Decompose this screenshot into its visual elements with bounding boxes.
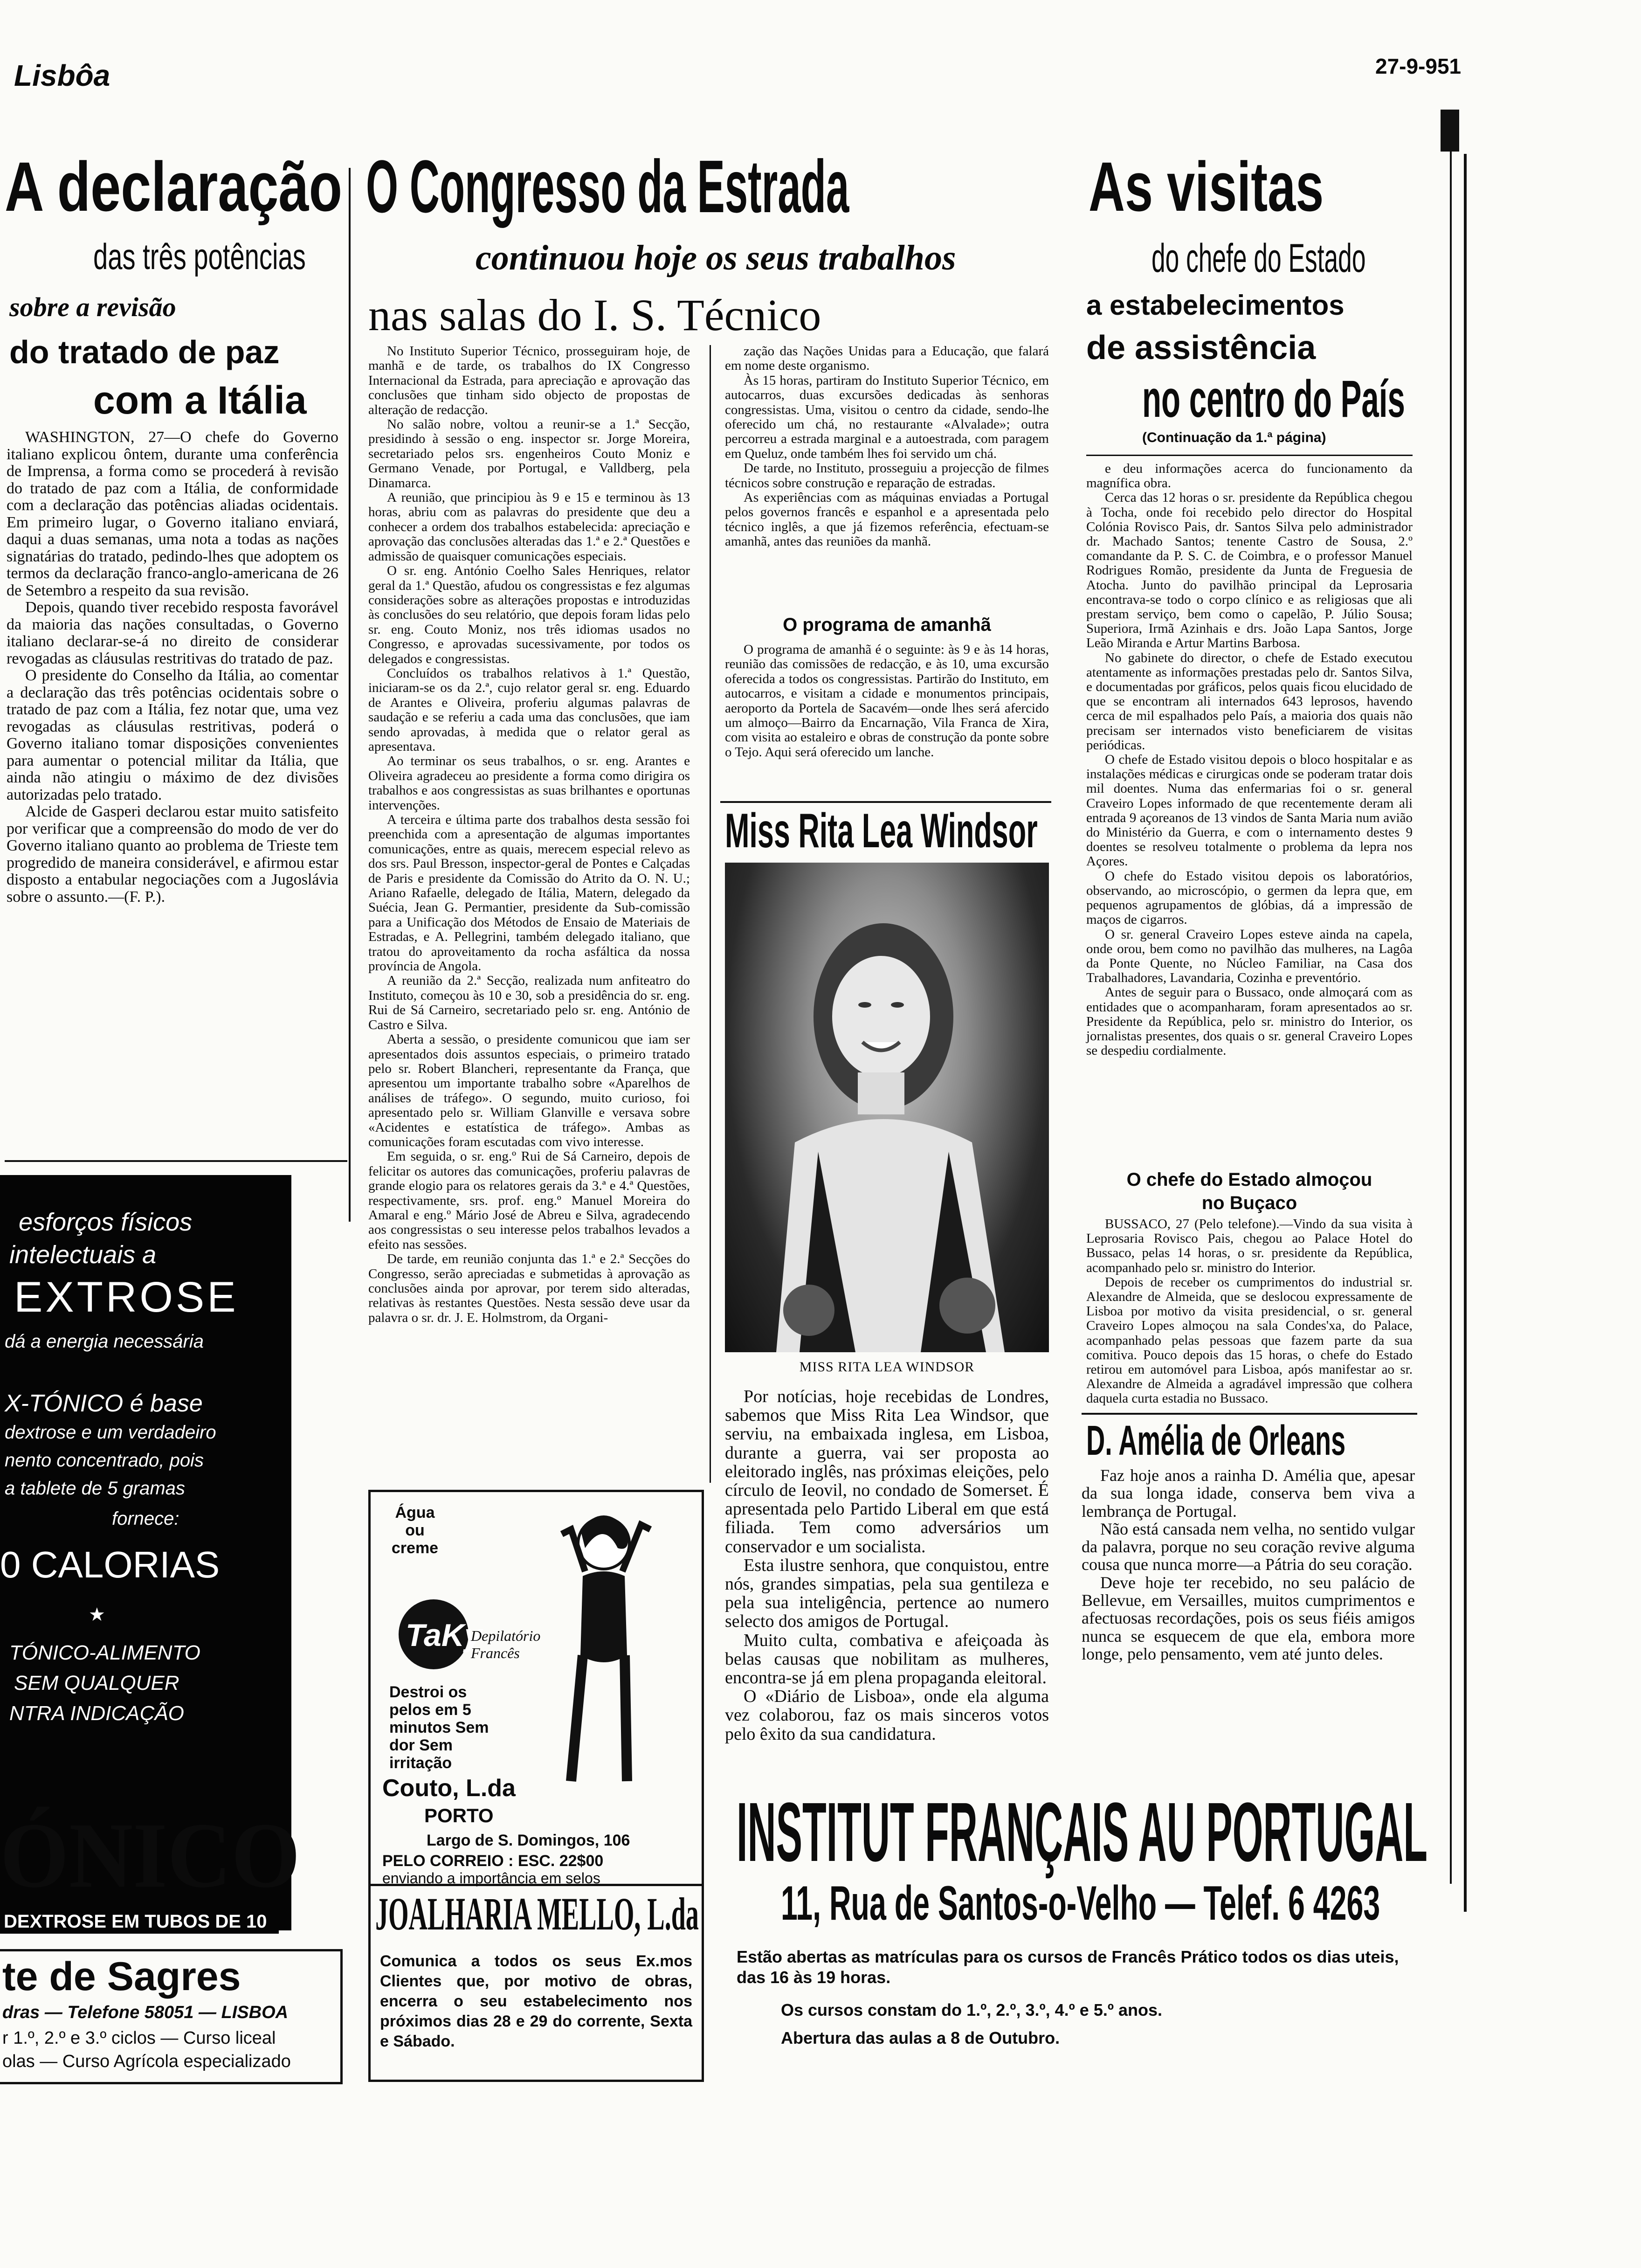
column-rule [349,168,351,1222]
taky-seller: Couto, L.da [382,1775,516,1802]
institut-title: INSTITUT FRANÇAIS AU PORTUGAL [737,1785,1427,1879]
masthead-date: 27-9-951 [1375,54,1462,78]
sagres-title: te de Sagres [2,1954,241,1999]
left-subhead: do tratado de paz [9,334,280,370]
taky-mail: PELO CORREIO : ESC. 22$00 [382,1852,604,1870]
amelia-headline: D. Amélia de Orleans [1086,1418,1346,1464]
paragraph: De tarde, em reunião conjunta das 1.ª e 2.ª Secções do Congresso, serão apreciadas e submetidas à aprovação as conclusões ainda por aprovar, por terem sido alteradas, relativas às restantes Questões. Nesta sessão deve usar da palavra o sr. dr. J. E. Holmstrom, da Organi- [368,1252,690,1325]
taky-depil: Depilatório Francês [471,1627,541,1661]
paragraph: Depois, quando tiver recebido resposta favorável da maioria das nações consultadas, o Governo italiano declarar-se-á no direito de considerar revogadas as cláusulas restritivas do tratado de paz. [7,599,338,667]
ad-line: a tablete de 5 gramas [5,1478,185,1499]
ad-line: TÓNICO-ALIMENTO [9,1641,200,1664]
paragraph: O sr. general Craveiro Lopes esteve ainda na capela, onde orou, bem como no pavilhão das mulheres, na Lagôa da Ponte Quente, no Núcleo Familiar, na Casa dos Trabalhadores, Lavandaria, Cozinha e preventório. [1086,927,1413,986]
institut-address: 11, Rua de Santos-o-Velho — Telef. 6 4263 [781,1876,1380,1930]
divider [5,1160,347,1162]
mello-title: JOALHARIA MELLO, L.da [375,1888,699,1940]
woman-figure-illustration [534,1501,664,1791]
center-headline: O Congresso da Estrada [366,145,849,228]
almoco-title: no Buçaco [1201,1193,1297,1213]
portrait-illustration [725,863,1049,1352]
paragraph: O presidente do Conselho da Itália, ao comentar a declaração das três potências ocidentais sobre o tratado de paz com a Itália, fez notar que, uma vez revogadas as cláusulas restritivas, poderá o Governo italiano tomar disposições convenientes para aumentar o potencial militar da Itália, que ainda não atingiu o máximo de dez divisões autorizadas pelo tratado. [7,667,338,803]
star-icon: ★ [89,1604,105,1625]
ad-calorias: 0 CALORIAS [0,1544,220,1585]
paragraph: Antes de seguir para o Bussaco, onde almoçará com as entidades que o acompanharam, foram apresentados ao sr. Presidente da República, pelo sr. ministro do Interior, os jornalistas presentes, dos quais o sr. general Craveiro Lopes se despediu cordialmente. [1086,985,1413,1058]
paragraph: A reunião da 2.ª Secção, realizada num anfiteatro do Instituto, começou às 10 e 30, sob a presidência do sr. eng. Rui de Sá Carneiro, secretariado pelo sr. eng. António de Castro e Silva. [368,973,690,1032]
sagres-line: dras — Telefone 58051 — LISBOA [2,2003,289,2022]
column-rule [710,345,711,1483]
divider [1086,455,1413,456]
column-rule [1464,154,1467,1912]
paragraph: A terceira e última parte dos trabalhos desta sessão foi preenchida com a apresentação de algumas importantes comunicações, entre as quais, merecem especial relevo as dos srs. Paul Bresson, inspector-geral de Pontes e Calçadas de Paris e presidente da Comissão do Atrito da O. N. U.; Ariano Rafaelle, delegado de Itália, Matern, delegado da Suécia, Jean G. Permantier, presidente da Sub-comissão para a Unificação dos Métodos de Ensaio de Materiais de Estradas, e A. Pellegrini, também delegado italiano, que tratou do aproveitamento da rocha asfáltica da nossa província de Angola. [368,812,690,974]
visitas-subhead: do chefe do Estado [1151,236,1366,281]
paragraph: e deu informações acerca do funcionamento da magnífica obra. [1086,461,1413,491]
masthead-paper: Lisbôa [14,59,110,92]
sagres-line: olas — Curso Agrícola especializado [2,2052,291,2071]
institut-ad [725,1781,1427,2070]
paragraph: O sr. eng. António Coelho Sales Henriques, relator geral da 1.ª Questão, afudou os congressistas e fez algumas considerações sobre as alterações propostas e introduzidas às conclusões do seu relatório, que depois foram lidas pelo sr. eng. Couto Moniz, nos três idiomas usados no Congresso, e aprovadas sucessivamente, por todos os delegados e congressistas. [368,563,690,666]
institut-line: Abertura das aulas a 8 de Outubro. [781,2028,1060,2047]
left-headline: A declaração [5,147,343,226]
paragraph: Faz hoje anos a rainha D. Amélia que, apesar da sua longa idade, conserva bem viva a lembrança de Portugal. [1082,1466,1415,1521]
edge-mark [1441,110,1459,152]
paragraph: Aberta a sessão, o presidente comunicou que iam ser apresentados dois assuntos especiais, o primeiro tratado pelo sr. Robert Blancheri, representante da França, que apresentou um importante trabalho sobre «Aparelhos de análises de tráfego». O segundo, muito curioso, foi apresentado pelo sr. William Glanville e versava sobre «Acidentes e estatística de tráfego». Ambas as comunicações foram escutadas com vivo interesse. [368,1032,690,1149]
left-article [7,429,338,906]
windsor-photo [725,863,1049,1352]
paragraph: O chefe do Estado visitou depois os laboratórios, observando, ao microscópio, o germen da lepra que, em pequenos agrupamentos de glóbias, dá a impressão de maços de cigarros. [1086,868,1413,927]
paragraph: Depois de receber os cumprimentos do industrial sr. Alexandre de Almeida, que se deslocou expressamente de Lisboa por motivo da visita presidencial, o sr. general Craveiro Lopes almoçou na sala Condes'xa, do Palace, acompanhado pelas pessoas que fazem parte da sua comitiva. Pouco depois das 15 horas, o chefe do Estado retirou em automóvel para Lisboa, após manifestar ao sr. Alexandre de Almeida a agradável impressão que colhera daquela curta estadia no Bussaco. [1086,1274,1413,1406]
taky-mail2: enviando a importância em selos [382,1870,600,1887]
paragraph: Ao terminar os seus trabalhos, o sr. eng. Arantes e Oliveira agradeceu ao presidente a forma como dirigira os trabalhos e aos congressistas as suas brilhantes e oportunas intervenções. [368,754,690,813]
paragraph: O «Diário de Lisboa», onde ela alguma vez colaborou, faz os mais sinceros votos pelo êxito da sua candidatura. [725,1687,1049,1744]
extrose-big: ÓNICO [0,1804,300,1907]
institut-line: Estão abertas as matrículas para os cursos de Francês Prático todos os dias uteis, das 16 às 19 horas. [737,1947,1399,1987]
taky-city: PORTO [424,1805,494,1826]
divider [1082,1413,1417,1415]
almoco-article [1086,1217,1413,1406]
windsor-article [725,1387,1049,1743]
paragraph: Às 15 horas, partiram do Instituto Superior Técnico, em autocarros, duas excursões dedicadas às senhoras congressistas. Uma, visitou o centro da cidade, sendo-lhe oferecido um chá, no restaurante «Alvalade»; outra percorreu a estrada marginal e a autoestrada, com paragem em Queluz, onde também lhes foi servido um chá. [725,373,1049,461]
taky-agua: Água ou creme [391,1504,439,1557]
taky-address: Largo de S. Domingos, 106 [427,1832,630,1849]
left-subhead: sobre a revisão [9,292,176,322]
windsor-caption: MISS RITA LEA WINDSOR [799,1359,975,1375]
paragraph: O programa de amanhã é o seguinte: às 9 e às 14 horas, reunião das comissões de redacção, e às 10, uma excursão oferecida a todos os congressistas. Partirão do Instituto, em autocarros, e visitam a cidade e monumentos principais, aeroporto da Portela de Sacavém—onde lhes será afercido um almoço—Bairro da Encarnação, Vila Franca de Xira, com visita ao estaleiro e obras de construção da ponte sobre o Tejo. Aqui será oferecido um lanche. [725,642,1049,760]
extrose-footer: DEXTROSE EM TUBOS DE 10 [0,1909,279,1934]
center-subhead: continuou hoje os seus trabalhos [476,238,956,277]
ad-line: esforços físicos [19,1208,193,1236]
paragraph: Esta ilustre senhora, que conquistou, entre nós, grandes simpatias, pela sua gentileza e pela sua inteligência, pertence ao numero selecto dos amigos de Portugal. [725,1555,1049,1632]
programa-title: O programa de amanhã [783,615,991,635]
visitas-cont: (Continuação da 1.ª página) [1142,430,1326,445]
amelia-article [1082,1466,1415,1663]
taky-ad [368,1490,704,1886]
visitas-subhead: no centro do País [1142,370,1405,428]
paragraph: De tarde, no Instituto, prosseguiu a projecção de filmes técnicos sobre construção e reparação de estradas. [725,461,1049,491]
ad-line: dextrose e um verdadeiro [5,1422,216,1443]
left-subhead: com a Itália [93,378,307,422]
paragraph: Em seguida, o sr. eng.º Rui de Sá Carneiro, depois de felicitar os autores das comunicações, proferiu palavras de grande elogio para os relatores gerais da 3.ª e 4.ª Questões, respectivamente, srs. prof. eng.º Manuel Moreira do Amaral e eng.º Mário José de Abreu e Silva, agradecendo aos congressistas o seu interesse pelos trabalhos levados a efeito nas sessões. [368,1149,690,1252]
center-subhead: nas salas do I. S. Técnico [368,290,821,340]
institut-line: Os cursos constam do 1.º, 2.º, 3.º, 4.º e 5.º anos. [781,2000,1163,2019]
taky-brand: TaKy [406,1618,482,1653]
sagres-ad [0,1949,343,2084]
ad-line: NTRA INDICAÇÃO [9,1702,184,1725]
visitas-headline: As visitas [1089,147,1324,226]
programa-text [725,643,1049,760]
paragraph: O chefe de Estado visitou depois o bloco hospitalar e as instalações médicas e cirurgicas onde se poderam tratar dois mil doentes. Numa das enfermarias foi o sr. general Craveiro Lopes informado de que recentemente deram ali entrada 9 açoreanos de 13 vindos de Santa Maria num avião do Ministério da Guerra, e com o internamento destes 9 doentes se resolveu totalmente o problema da lepra nos Açores. [1086,752,1413,869]
congresso-col2 [725,344,1049,549]
paragraph: zação das Nações Unidas para a Educação, que falará em nome deste organismo. [725,344,1049,373]
paragraph: Deve hoje ter recebido, no seu palácio de Bellevue, em Versailles, muitos cumprimentos e afectuosas recordações, pois os seus fiéis amigos nunca se esquecem de que ela, embora more longe, pelo pensamento, vem até junto deles. [1082,1573,1415,1663]
taky-claim: Destroi os pelos em 5 minutos Sem dor Sem irritação [389,1683,489,1772]
paragraph: No salão nobre, voltou a reunir-se a 1.ª Secção, presidindo à sessão o eng. inspector sr. Jorge Moreira, secretariado pelos srs. engenheiros Couto Moniz e Germano Venade, por Portugal, e Valldberg, pela Dinamarca. [368,417,690,491]
paragraph: Concluídos os trabalhos relativos à 1.ª Questão, iniciaram-se os da 2.ª, cujo relator geral sr. eng. Eduardo de Arantes e Oliveira, proferiu algumas palavras de saudação e se referiu a cada uma das conclusões, que iam sendo aprovadas, à medida que o relator geral as apresentava. [368,665,690,754]
paragraph: BUSSACO, 27 (Pelo telefone).—Vindo da sua visita à Leprosaria Rovisco Pais, chegou ao Palace Hotel do Bussaco, pelas 14 horas, o sr. presidente da República, acompanhado pelo sr. ministro do Interior. [1086,1217,1413,1275]
divider [720,801,1051,803]
visitas-article [1086,462,1413,1058]
ad-line: SEM QUALQUER [14,1672,179,1694]
almoco-title: O chefe do Estado almoçou [1126,1169,1372,1190]
paragraph: Muito culta, combativa e afeiçoada às belas causas que nobilitam as mulheres, encontra-se já em plena propaganda eleitoral. [725,1630,1049,1688]
paragraph: Alcide de Gasperi declarou estar muito satisfeito por verificar que a compreensão do modo de ver do Governo italiano quanto ao problema de Trieste tem progredido de maneira considerável, e afirmou estar disposto a entabular negociações com a Jugoslávia sobre o assunto.—(F. P.). [7,803,338,906]
paragraph: Cerca das 12 horas o sr. presidente da República chegou à Tocha, onde foi recebido pelo director do Hospital Colónia Rovisco Pais, dr. Santos Silva pelo administrador dr. Machado Santos; tenente Castro de Sousa, 2.º comandante da P. S. C. de Coimbra, e o professor Manuel Rodrigues Romão, presidente da Junta de Freguesia de Atocha. Junto do pavilhão principal da Leprosaria encontrava-se todo o corpo clínico e as religiosas que ali prestam serviço, bem como o capelão, P. Júlio Sousa; Superiora, Irmã Azinhais e drs. João Lapa Santos, Jorge Leão Miranda e Artur Martins Barbosa. [1086,490,1413,651]
ad-line: intelectuais a [9,1241,157,1269]
congresso-col1 [368,344,690,1325]
ad-line: X-TÓNICO é base [5,1390,203,1417]
ad-brand: EXTROSE [14,1273,239,1321]
sagres-line: r 1.º, 2.º e 3.º ciclos — Curso liceal [2,2028,276,2048]
visitas-subhead: de assistência [1086,329,1316,366]
paragraph: WASHINGTON, 27—O chefe do Governo italiano explicou ôntem, durante uma conferência de Imprensa, a forma como se procederá à revisão do tratado de paz com a Itália, de conformidade com a declaração das potências aliadas ocidentais. Em primeiro lugar, o Governo italiano enviará, daqui a duas semanas, uma nota a todas as nações signatárias do tratado, pedindo-lhes que adoptem os termos da declaração franco-anglo-americana de 26 de Setembro a respeito da sua revisão. [7,429,338,599]
left-subhead: das três potências [93,236,306,277]
paragraph: No gabinete do director, o chefe de Estado executou atentamente as informações prestadas pelo dr. Santos Silva, e documentadas por gráficos, pelos quais ficou elucidado de que se encontram ali internados 643 leprosos, havendo cerca de mil espalhados pelo País, a maioria dos quais não precisam ser internados visto beneficiarem de visitas periódicas. [1086,650,1413,753]
paragraph: Não está cansada nem velha, no sentido vulgar da palavra, porque no seu coração revive alguma cousa que nunca morre—a Pátria do seu coração. [1082,1519,1415,1574]
paragraph: Por notícias, hoje recebidas de Londres, sabemos que Miss Rita Lea Windsor, que serviu, na embaixada inglesa, em Lisboa, durante a guerra, vai ser proposta ao eleitorado inglês, nas próximas eleições, pelo círculo de Ieovil, no condado de Somerset. É apresentada pelo Partido Liberal em que está filiada. Tem como adversários um conservador e um socialista. [725,1387,1049,1556]
paragraph: No Instituto Superior Técnico, prosseguiram hoje, de manhã e de tarde, os trabalhos do IX Congresso Internacional da Estrada, para apreciação e aprovação das conclusões que tinham sido objecto de propostas de alteração de redacção. [368,344,690,417]
ad-line: dá a energia necessária [5,1331,204,1352]
windsor-headline: Miss Rita Lea Windsor [725,804,1038,858]
ad-line: nento concentrado, pois [5,1450,204,1471]
column-rule [1450,121,1452,1884]
paragraph: A reunião, que principiou às 9 e 15 e terminou às 13 horas, abriu com as palavras do presidente que deu a conhecer a ordem dos trabalhos estabelecida: apreciação e aprovação das conclusões alteradas das 1.ª e 2.ª Questões e admissão de quaisquer comunicações especiais. [368,490,690,564]
paragraph: As experiências com as máquinas enviadas a Portugal pelos governos francês e espanhol e a apresentada pelo técnico inglês, a que já fizemos referência, efectuam-se amanhã, antes das reuniões da manhã. [725,490,1049,549]
mello-text: Comunica a todos os seus Ex.mos Clientes que, por motivo de obras, encerra o seu estabelecimento nos próximos dias 28 e 29 do corrente, Sexta e Sábado. [380,1952,692,2050]
visitas-subhead: a estabelecimentos [1086,290,1345,321]
mello-ad [368,1886,704,2082]
ad-line: fornece: [112,1508,179,1529]
